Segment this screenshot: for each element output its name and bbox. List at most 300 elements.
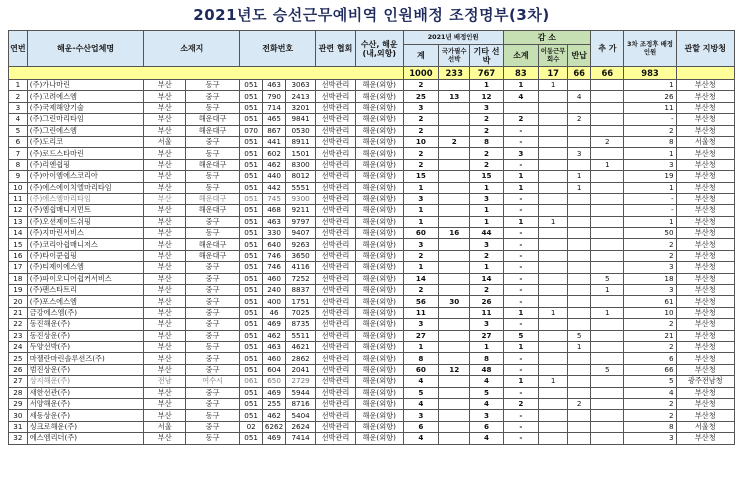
- cell-phone-prefix: 746: [263, 262, 286, 273]
- cell-association: 선박관리: [316, 307, 356, 318]
- cell-final-count: 8: [624, 421, 676, 432]
- cell-office: 광주전남청: [676, 376, 734, 387]
- cell-alloc-total: 2: [403, 148, 438, 159]
- cell-alloc-total: 3: [403, 102, 438, 113]
- cell-add: [591, 341, 624, 352]
- cell-add: 2: [591, 136, 624, 147]
- cell-city: 부산: [144, 398, 186, 409]
- cell-alloc-other: 11: [470, 307, 503, 318]
- cell-district: 중구: [186, 307, 240, 318]
- cell-final-count: 3: [624, 285, 676, 296]
- cell-alloc-total: 4: [403, 433, 438, 444]
- cell-phone-line: 9841: [286, 114, 316, 125]
- cell-association: 선박관리: [316, 273, 356, 284]
- cell-phone-line: 9797: [286, 216, 316, 227]
- cell-alloc-total: 1: [403, 262, 438, 273]
- cell-phone-area: 051: [240, 273, 263, 284]
- cell-add: [591, 353, 624, 364]
- cell-phone-line: 4116: [286, 262, 316, 273]
- table-row: [9, 387, 735, 398]
- cell-row-number: 8: [9, 159, 28, 170]
- header-office: 관할 지방청: [676, 31, 734, 67]
- cell-dec-return: [568, 102, 591, 113]
- cell-alloc-other: 3: [470, 239, 503, 250]
- summary-final: 983: [624, 67, 676, 80]
- cell-office: 부산청: [676, 102, 734, 113]
- cell-alloc-nat: [439, 353, 470, 364]
- cell-phone-area: 051: [240, 341, 263, 352]
- cell-dec-return: [568, 136, 591, 147]
- cell-dec-return: [568, 376, 591, 387]
- cell-dec-return: 2: [568, 114, 591, 125]
- table-row: [9, 148, 735, 159]
- cell-district: 동구: [186, 171, 240, 182]
- cell-phone-prefix: 465: [263, 114, 286, 125]
- cell-office: 부산청: [676, 364, 734, 375]
- cell-alloc-nat: [439, 216, 470, 227]
- cell-dec-total: -: [503, 125, 538, 136]
- cell-association: 선박관리: [316, 193, 356, 204]
- cell-phone-line: 0530: [286, 125, 316, 136]
- cell-phone-area: 051: [240, 398, 263, 409]
- cell-phone-line: 1501: [286, 148, 316, 159]
- cell-association: 선박관리: [316, 296, 356, 307]
- cell-district: 중구: [186, 398, 240, 409]
- cell-dec-transfer: [539, 239, 568, 250]
- cell-alloc-nat: [439, 80, 470, 91]
- cell-city: 부산: [144, 148, 186, 159]
- cell-phone-area: 051: [240, 239, 263, 250]
- cell-office: 부산청: [676, 262, 734, 273]
- cell-phone-prefix: 790: [263, 91, 286, 102]
- cell-alloc-other: 48: [470, 364, 503, 375]
- cell-city: 부산: [144, 364, 186, 375]
- cell-final-count: 2: [624, 341, 676, 352]
- cell-district: 중구: [186, 364, 240, 375]
- summary-alloc-total: 1000: [403, 67, 438, 80]
- cell-alloc-nat: [439, 205, 470, 216]
- cell-phone-prefix: 469: [263, 387, 286, 398]
- cell-phone-area: 051: [240, 364, 263, 375]
- cell-district: 중구: [186, 262, 240, 273]
- cell-city: 부산: [144, 171, 186, 182]
- cell-field: 해운(외항): [355, 182, 403, 193]
- cell-dec-return: [568, 387, 591, 398]
- cell-row-number: 16: [9, 250, 28, 261]
- cell-district: 중구: [186, 353, 240, 364]
- cell-alloc-other: 3: [470, 193, 503, 204]
- cell-alloc-nat: [439, 330, 470, 341]
- cell-row-number: 25: [9, 353, 28, 364]
- cell-phone-line: 9407: [286, 228, 316, 239]
- cell-company-name: (주)도리코: [27, 136, 144, 147]
- cell-phone-area: 051: [240, 353, 263, 364]
- table-row: [9, 341, 735, 352]
- cell-alloc-nat: [439, 148, 470, 159]
- cell-company-name: (주)에스엠마리타임: [27, 193, 144, 204]
- cell-phone-line: 2729: [286, 376, 316, 387]
- cell-add: 1: [591, 159, 624, 170]
- table-row: [9, 296, 735, 307]
- cell-dec-return: [568, 159, 591, 170]
- cell-add: [591, 330, 624, 341]
- cell-final-count: 2: [624, 125, 676, 136]
- cell-office: 부산청: [676, 250, 734, 261]
- cell-alloc-nat: [439, 114, 470, 125]
- cell-alloc-total: 2: [403, 250, 438, 261]
- cell-phone-prefix: 255: [263, 398, 286, 409]
- cell-alloc-nat: [439, 102, 470, 113]
- cell-dec-total: [503, 102, 538, 113]
- header-final: 3차 조정후 배정인원: [624, 31, 676, 67]
- cell-dec-transfer: [539, 285, 568, 296]
- cell-phone-area: 070: [240, 125, 263, 136]
- cell-final-count: 2: [624, 398, 676, 409]
- cell-alloc-total: 8: [403, 353, 438, 364]
- cell-dec-return: 2: [568, 398, 591, 409]
- summary-row: [9, 67, 735, 80]
- cell-phone-prefix: 462: [263, 410, 286, 421]
- cell-office: 부산청: [676, 125, 734, 136]
- cell-dec-total: 1: [503, 171, 538, 182]
- cell-office: 부산청: [676, 433, 734, 444]
- cell-phone-prefix: 604: [263, 364, 286, 375]
- cell-row-number: 31: [9, 421, 28, 432]
- cell-field: 해운(외항): [355, 239, 403, 250]
- cell-final-count: 2: [624, 250, 676, 261]
- header-location: 소재지: [144, 31, 240, 67]
- cell-alloc-other: 2: [470, 148, 503, 159]
- cell-dec-return: [568, 353, 591, 364]
- cell-row-number: 1: [9, 80, 28, 91]
- cell-city: 부산: [144, 285, 186, 296]
- cell-dec-transfer: [539, 250, 568, 261]
- cell-dec-total: 2: [503, 114, 538, 125]
- cell-phone-prefix: 460: [263, 273, 286, 284]
- cell-field: 해운(외항): [355, 353, 403, 364]
- cell-dec-transfer: [539, 91, 568, 102]
- header-dec-return: 반납: [568, 45, 591, 67]
- cell-row-number: 3: [9, 102, 28, 113]
- cell-alloc-nat: [439, 307, 470, 318]
- cell-final-count: 18: [624, 273, 676, 284]
- cell-dec-return: [568, 433, 591, 444]
- cell-phone-area: 051: [240, 433, 263, 444]
- cell-district: 해운대구: [186, 250, 240, 261]
- cell-field: 해운(외항): [355, 148, 403, 159]
- cell-phone-prefix: 400: [263, 296, 286, 307]
- cell-dec-return: 1: [568, 341, 591, 352]
- summary-alloc-other: 767: [470, 67, 503, 80]
- cell-row-number: 2: [9, 91, 28, 102]
- cell-association: 선박관리: [316, 319, 356, 330]
- cell-phone-line: 8911: [286, 136, 316, 147]
- summary-dec-transfer: 17: [539, 67, 568, 80]
- cell-association: 선박관리: [316, 353, 356, 364]
- cell-association: 선박관리: [316, 114, 356, 125]
- cell-dec-transfer: [539, 421, 568, 432]
- cell-final-count: 61: [624, 296, 676, 307]
- cell-alloc-total: 6: [403, 421, 438, 432]
- cell-dec-return: [568, 307, 591, 318]
- cell-city: 부산: [144, 273, 186, 284]
- cell-phone-area: 051: [240, 387, 263, 398]
- cell-phone-area: 051: [240, 102, 263, 113]
- cell-office: 부산청: [676, 341, 734, 352]
- cell-phone-line: 8716: [286, 398, 316, 409]
- table-row: [9, 376, 735, 387]
- table-row: [9, 433, 735, 444]
- cell-final-count: 3: [624, 159, 676, 170]
- cell-phone-line: 5551: [286, 182, 316, 193]
- table-row: [9, 171, 735, 182]
- cell-alloc-other: 44: [470, 228, 503, 239]
- cell-alloc-other: 2: [470, 159, 503, 170]
- cell-phone-line: 7414: [286, 433, 316, 444]
- cell-alloc-other: 4: [470, 398, 503, 409]
- header-dec-total: 소계: [503, 45, 538, 67]
- cell-alloc-total: 60: [403, 364, 438, 375]
- cell-add: [591, 228, 624, 239]
- cell-phone-line: 3063: [286, 80, 316, 91]
- cell-district: 동구: [186, 102, 240, 113]
- cell-dec-total: -: [503, 273, 538, 284]
- cell-city: 부산: [144, 91, 186, 102]
- cell-office: 서울청: [676, 136, 734, 147]
- cell-phone-area: 051: [240, 205, 263, 216]
- cell-phone-prefix: 462: [263, 330, 286, 341]
- cell-city: 부산: [144, 193, 186, 204]
- cell-phone-prefix: 442: [263, 182, 286, 193]
- table-row: [9, 136, 735, 147]
- cell-city: 부산: [144, 307, 186, 318]
- cell-city: 전남: [144, 376, 186, 387]
- cell-row-number: 4: [9, 114, 28, 125]
- cell-dec-return: [568, 364, 591, 375]
- cell-final-count: 1: [624, 80, 676, 91]
- cell-final-count: 2: [624, 239, 676, 250]
- cell-dec-transfer: [539, 387, 568, 398]
- cell-final-count: 1: [624, 148, 676, 159]
- cell-row-number: 18: [9, 273, 28, 284]
- cell-row-number: 27: [9, 376, 28, 387]
- cell-city: 부산: [144, 159, 186, 170]
- cell-district: 동구: [186, 148, 240, 159]
- table-row: [9, 216, 735, 227]
- cell-dec-total: -: [503, 285, 538, 296]
- cell-alloc-other: 8: [470, 353, 503, 364]
- cell-field: 해운(외항): [355, 433, 403, 444]
- cell-add: [591, 376, 624, 387]
- cell-city: 부산: [144, 114, 186, 125]
- cell-office: 부산청: [676, 239, 734, 250]
- cell-row-number: 7: [9, 148, 28, 159]
- cell-association: 선박관리: [316, 410, 356, 421]
- cell-dec-transfer: 1: [539, 216, 568, 227]
- cell-row-number: 14: [9, 228, 28, 239]
- cell-office: 부산청: [676, 273, 734, 284]
- cell-field: 해운(외항): [355, 273, 403, 284]
- cell-company-name: (주)그린에스엠: [27, 125, 144, 136]
- cell-add: [591, 250, 624, 261]
- cell-company-name: 새한선관(주): [27, 387, 144, 398]
- cell-row-number: 19: [9, 285, 28, 296]
- cell-alloc-total: 11: [403, 307, 438, 318]
- cell-city: 부산: [144, 410, 186, 421]
- cell-alloc-nat: [439, 376, 470, 387]
- cell-alloc-total: 60: [403, 228, 438, 239]
- cell-final-count: 3: [624, 433, 676, 444]
- cell-alloc-total: 3: [403, 410, 438, 421]
- cell-alloc-other: 5: [470, 387, 503, 398]
- cell-phone-prefix: 330: [263, 228, 286, 239]
- cell-dec-return: [568, 205, 591, 216]
- table-row: [9, 319, 735, 330]
- cell-phone-area: 051: [240, 80, 263, 91]
- cell-dec-return: [568, 421, 591, 432]
- cell-company-name: (주)에스에이치엘마리타임: [27, 182, 144, 193]
- cell-field: 해운(외항): [355, 398, 403, 409]
- cell-final-count: -: [624, 205, 676, 216]
- header-phone: 전화번호: [240, 31, 316, 67]
- cell-alloc-total: 56: [403, 296, 438, 307]
- cell-company-name: (주)팬스타트리: [27, 285, 144, 296]
- table-row: [9, 410, 735, 421]
- cell-city: 부산: [144, 319, 186, 330]
- cell-alloc-total: 15: [403, 171, 438, 182]
- table-row: [9, 80, 735, 91]
- cell-dec-total: -: [503, 136, 538, 147]
- cell-alloc-nat: [439, 387, 470, 398]
- cell-dec-transfer: [539, 410, 568, 421]
- cell-phone-line: 3201: [286, 102, 316, 113]
- cell-company-name: (주)아이엠에스코리아: [27, 171, 144, 182]
- cell-city: 부산: [144, 216, 186, 227]
- cell-final-count: 26: [624, 91, 676, 102]
- cell-alloc-nat: 13: [439, 91, 470, 102]
- cell-add: [591, 102, 624, 113]
- cell-district: 해운대구: [186, 193, 240, 204]
- cell-office: 부산청: [676, 205, 734, 216]
- table-row: [9, 421, 735, 432]
- cell-dec-total: 1: [503, 341, 538, 352]
- header-company: 해운·수산업체명: [27, 31, 144, 67]
- cell-association: 선박관리: [316, 125, 356, 136]
- header-dec-transfer: 이동근무 회수: [539, 45, 568, 67]
- table-row: [9, 353, 735, 364]
- cell-company-name: 세동상운(주): [27, 410, 144, 421]
- cell-row-number: 12: [9, 205, 28, 216]
- cell-district: 해운대구: [186, 125, 240, 136]
- cell-final-count: -: [624, 193, 676, 204]
- cell-company-name: (주)티제이에스엠: [27, 262, 144, 273]
- cell-phone-area: 051: [240, 148, 263, 159]
- cell-association: 선박관리: [316, 148, 356, 159]
- cell-final-count: 50: [624, 228, 676, 239]
- cell-association: 선박관리: [316, 250, 356, 261]
- cell-phone-line: 7252: [286, 273, 316, 284]
- cell-association: 선박관리: [316, 136, 356, 147]
- cell-alloc-total: 2: [403, 125, 438, 136]
- cell-alloc-other: 1: [470, 262, 503, 273]
- cell-dec-return: 1: [568, 171, 591, 182]
- cell-company-name: 싱크로해운(주): [27, 421, 144, 432]
- cell-association: 선박관리: [316, 398, 356, 409]
- cell-phone-prefix: 462: [263, 159, 286, 170]
- cell-alloc-nat: 16: [439, 228, 470, 239]
- summary-dec-total: 83: [503, 67, 538, 80]
- cell-city: 부산: [144, 262, 186, 273]
- cell-dec-return: [568, 239, 591, 250]
- cell-alloc-other: 1: [470, 341, 503, 352]
- table-row: [9, 159, 735, 170]
- cell-district: 중구: [186, 216, 240, 227]
- cell-dec-return: 5: [568, 330, 591, 341]
- header-alloc-total: 계: [403, 45, 438, 67]
- cell-dec-transfer: [539, 171, 568, 182]
- cell-dec-transfer: [539, 228, 568, 239]
- cell-company-name: (주)고려에스엠: [27, 91, 144, 102]
- cell-final-count: 21: [624, 330, 676, 341]
- cell-phone-line: 9300: [286, 193, 316, 204]
- cell-office: 부산청: [676, 330, 734, 341]
- cell-dec-return: 3: [568, 148, 591, 159]
- cell-association: 선박관리: [316, 433, 356, 444]
- cell-dec-total: 1: [503, 80, 538, 91]
- cell-row-number: 29: [9, 398, 28, 409]
- cell-final-count: 1: [624, 182, 676, 193]
- cell-alloc-total: 1: [403, 182, 438, 193]
- cell-district: 여수시: [186, 376, 240, 387]
- cell-dec-total: -: [503, 433, 538, 444]
- cell-phone-area: 051: [240, 262, 263, 273]
- cell-dec-transfer: [539, 136, 568, 147]
- cell-phone-line: 3650: [286, 250, 316, 261]
- cell-add: [591, 398, 624, 409]
- cell-district: 동구: [186, 433, 240, 444]
- cell-dec-transfer: [539, 296, 568, 307]
- header-alloc-group: 2021년 배정인원: [403, 31, 503, 45]
- allocation-table: [8, 30, 735, 445]
- cell-office: 부산청: [676, 171, 734, 182]
- cell-final-count: 2: [624, 410, 676, 421]
- cell-add: [591, 296, 624, 307]
- cell-district: 동구: [186, 228, 240, 239]
- cell-dec-return: 1: [568, 182, 591, 193]
- cell-row-number: 24: [9, 341, 28, 352]
- cell-dec-transfer: [539, 398, 568, 409]
- cell-phone-area: 051: [240, 307, 263, 318]
- cell-row-number: 32: [9, 433, 28, 444]
- cell-field: 해운(외항): [355, 285, 403, 296]
- cell-phone-prefix: 463: [263, 341, 286, 352]
- cell-alloc-other: 12: [470, 91, 503, 102]
- cell-dec-transfer: [539, 364, 568, 375]
- cell-field: 해운(외항): [355, 319, 403, 330]
- cell-alloc-other: 3: [470, 410, 503, 421]
- cell-dec-transfer: [539, 341, 568, 352]
- cell-alloc-total: 4: [403, 398, 438, 409]
- cell-alloc-nat: [439, 193, 470, 204]
- cell-add: 5: [591, 273, 624, 284]
- cell-field: 해운(외항): [355, 125, 403, 136]
- cell-company-name: 마젤란마린솔루션즈(주): [27, 353, 144, 364]
- cell-city: 서울: [144, 421, 186, 432]
- cell-alloc-total: 5: [403, 387, 438, 398]
- cell-dec-total: -: [503, 193, 538, 204]
- cell-association: 선박관리: [316, 216, 356, 227]
- cell-dec-return: [568, 125, 591, 136]
